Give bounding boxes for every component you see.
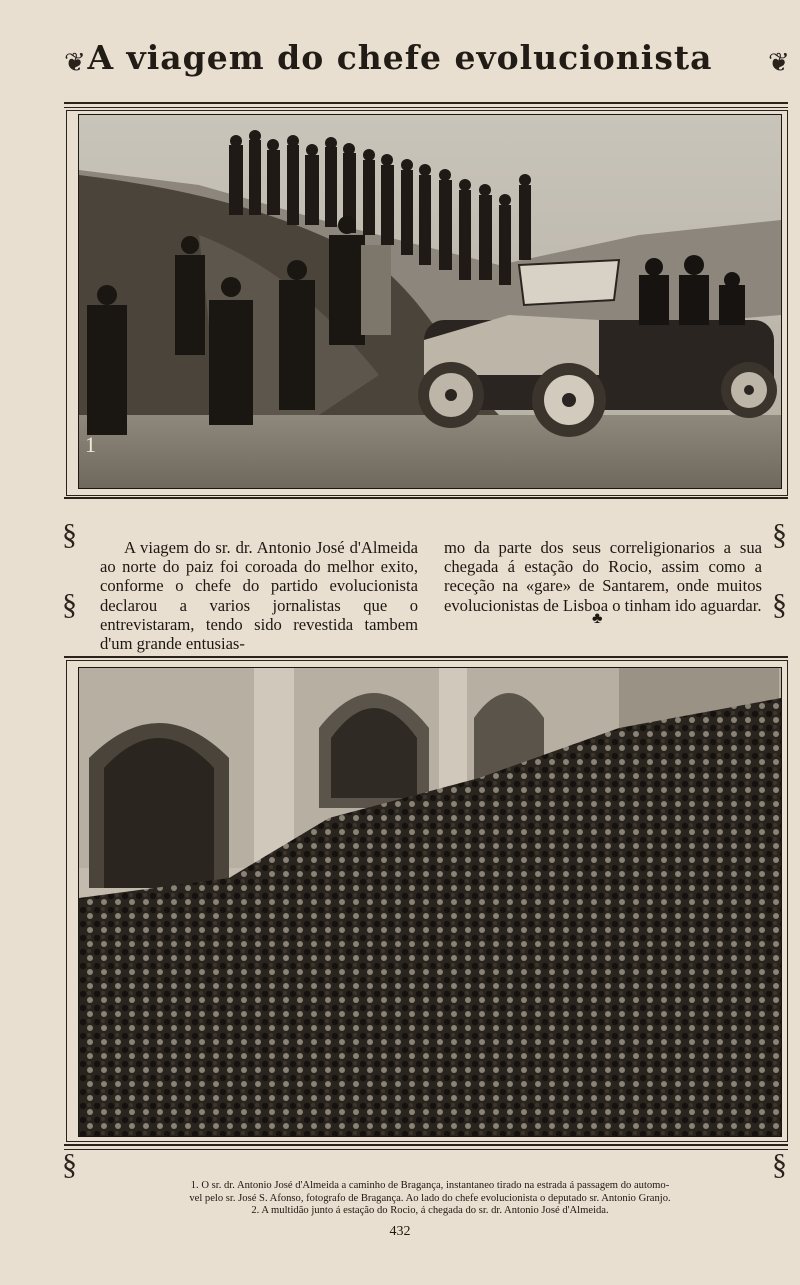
photo-1-road-automobile: [78, 114, 782, 489]
article-text: [100, 538, 776, 653]
article-column-left: [100, 538, 418, 653]
photo-2-crowd-rocio-station: [78, 667, 782, 1137]
top-rule-thin: [64, 107, 788, 108]
article-paragraph-right: mo da parte dos seus correligionarios a sua chegada á estação do Rocio, assim como a receção na «gare» de Santarem, onde muitos evolucionistas de Lisboa o tinham ido aguardar.: [444, 538, 762, 615]
ornament-bottom-right: §: [772, 1148, 787, 1181]
bottom-rule: [64, 1144, 788, 1146]
bottom-rule-thin: [64, 1149, 788, 1150]
photo-1-number: 1: [85, 432, 96, 457]
ornament-top-left: ❦: [64, 48, 86, 77]
article-paragraph-left: A viagem do sr. dr. Antonio José d'Almeida ao norte do paiz foi coroada do melhor exito, conforme o chefe do partido evolucionista declarou a varios jornalistas que o entrevistaram, tendo sido revestida tambem d'um grande entusias-: [100, 538, 418, 654]
page-title: A viagem do chefe evolucionista: [87, 38, 713, 77]
caption-line-3: 2. A multidão junto á estação do Rocio, á chegada do sr. dr. Antonio José d'Almeida.: [251, 1205, 609, 1217]
ornament-middle-left-2: §: [62, 588, 77, 621]
page-number: 432: [389, 1224, 411, 1239]
ornament-middle-right-2: §: [772, 588, 787, 621]
ornament-middle-left: §: [62, 518, 77, 551]
ornament-bottom-left: §: [62, 1148, 77, 1181]
ornament-top-right: ❦: [768, 48, 790, 77]
middle-rule-top: [64, 497, 788, 499]
caption-line-1: 1. O sr. dr. Antonio José d'Almeida a caminho de Bragança, instantaneo tirado na estrada á passagem do automo-: [190, 1180, 670, 1191]
ornament-middle-right: §: [772, 518, 787, 551]
photo-captions: [120, 1180, 740, 1218]
article-column-right: [444, 538, 762, 653]
middle-rule-bottom: [64, 656, 788, 658]
top-rule: [64, 102, 788, 104]
caption-line-2: vel pelo sr. José S. Afonso, fotografo de Bragança. Ao lado do chefe evolucionista o deputado sr. Antonio Granjo.: [189, 1192, 671, 1204]
fleuron-icon: ♣: [592, 610, 603, 627]
